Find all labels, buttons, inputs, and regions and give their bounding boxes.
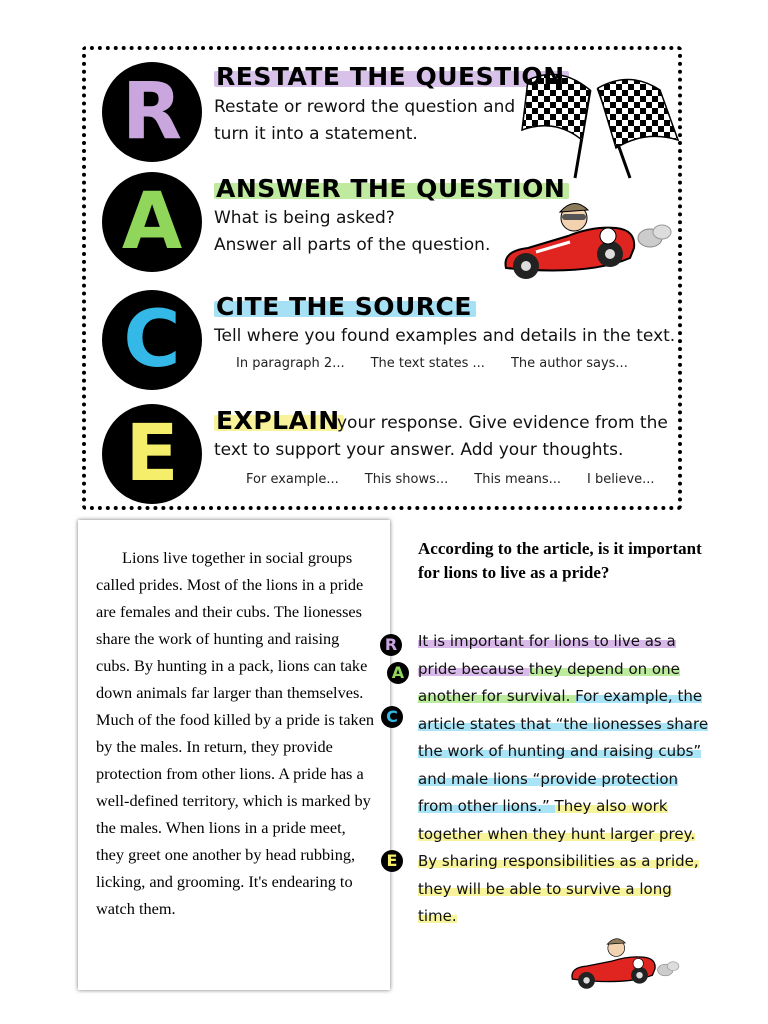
answer-heading: ANSWER THE QUESTION [216,174,565,203]
explain-stem: I believe... [587,472,655,487]
explain-inline-text: your response. Give evidence from the [337,413,668,433]
passage-text: Lions live together in social groups called prides. Most of the lions in a pride are females and their cubs. The lionesses share the work of hunting and raising cubs. By hunting in a pack, lions can take down animals far larger than themselves. Much of the food killed by a pride is taken by the males. In return, they provide protection from other lions. A pride has a well-defined territory, which is marked by the males. When lions in a pride meet, they greet one another by head rubbing, licking, and grooming. It's endearing to watch them. [96,548,375,918]
answer-description: What is being asked? Answer all parts of the question. [214,208,491,255]
restate-heading: RESTATE THE QUESTION [216,62,565,91]
explain-stem: For example... [246,472,339,487]
race-car-icon [498,196,674,292]
race-car-icon-small [556,930,692,992]
explain-stem: This means... [474,472,561,487]
letter-r-circle [102,62,202,162]
answer-cite: For example, the article states that “the lionesses share the work of hunting and raising cubs” and male lions “provide protection from other lions.” [418,687,709,815]
explain-description: text to support your answer. Add your thoughts. [214,440,624,460]
cite-description: Tell where you found examples and details in the text. [214,326,676,346]
letter-a-circle [102,172,202,272]
cite-stem: The author says... [510,356,628,371]
cite-stem: In paragraph 2... [236,356,345,371]
lion-passage-box [78,520,390,990]
race-answer [418,628,710,931]
letter-c: C [123,295,181,385]
answer-explain: They also work together when they hunt larger prey. By sharing responsibilities as a pride, they will be able to survive a long time. [418,797,699,925]
mini-letter-e: E [381,850,403,872]
cite-heading: CITE THE SOURCE [216,292,472,321]
explain-heading: EXPLAIN [216,406,340,435]
answer-restate: It is important for lions to live as a pride because [418,632,676,678]
answer-answer: they depend on one another for survival. [418,659,680,705]
letter-c-circle [102,290,202,390]
restate-description: Restate or reword the question and turn it into a statement. [214,97,516,144]
mini-letter-r: R [380,634,402,656]
letter-e: E [125,409,179,499]
letter-a: A [121,177,183,267]
letter-r: R [121,67,183,157]
cite-stem: The text states ... [370,356,485,371]
question-text: According to the article, is it important for lions to live as a pride? [418,539,702,582]
explain-stem: This shows... [364,472,449,487]
explain-sentence-stems [246,472,681,487]
mini-letter-a: A [387,662,409,684]
mini-letter-c: C [381,706,403,728]
letter-e-circle [102,404,202,504]
cite-sentence-stems [236,356,654,371]
